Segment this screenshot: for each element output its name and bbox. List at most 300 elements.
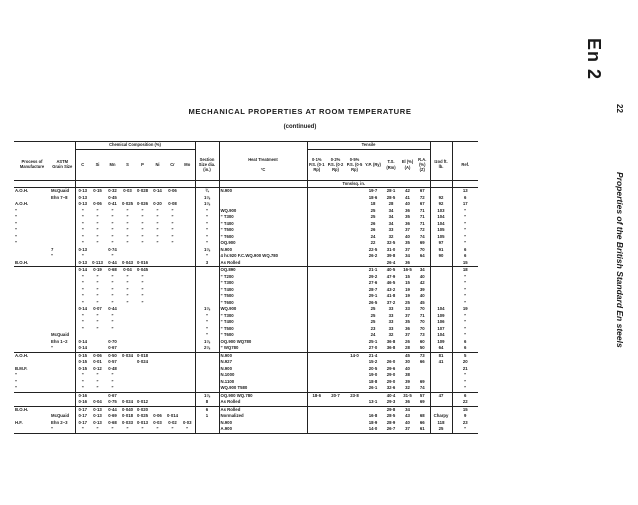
cell-yp: 26: [370, 220, 376, 226]
cell-ref: 21: [462, 365, 468, 371]
cell-izod: 97: [430, 240, 452, 247]
cell-ts: 29·0: [386, 378, 396, 384]
cell-ts: 29·6: [386, 365, 396, 371]
cell-si: ”: [90, 426, 105, 433]
cell-ps02: [326, 352, 345, 359]
cell-ref: 20: [462, 359, 468, 365]
cell-section: [195, 352, 219, 359]
cell-section: ”: [195, 313, 219, 320]
cell-heat-treatment: N.1000: [219, 372, 307, 379]
cell-ref: ”: [464, 378, 467, 384]
cell-mn: ”: [105, 426, 120, 433]
cell-el: 16·5: [400, 267, 415, 274]
cell-c: ”: [81, 319, 84, 325]
cell-ps01: [307, 260, 326, 267]
cell-ts: 33: [388, 319, 394, 325]
cell-section: ”: [195, 326, 219, 333]
cell-yp: 21·4: [364, 352, 382, 359]
cell-mo: [180, 406, 195, 413]
cell-ni: 0·14: [150, 188, 165, 195]
cell-p: 0·013: [137, 419, 148, 425]
cell-si: ”: [96, 325, 99, 331]
cell-mn: 0·44: [108, 306, 117, 312]
cell-s: 0·040: [122, 406, 133, 412]
cell-process: ”: [15, 385, 18, 391]
cell-mn: ”: [111, 378, 114, 384]
cell-process: ”: [15, 378, 18, 384]
cell-ref: ”: [464, 273, 467, 279]
cell-ts: 28: [388, 201, 394, 207]
cell-ra: 74: [415, 234, 430, 241]
cell-ts: 33: [388, 325, 394, 331]
cell-el: 37: [405, 227, 410, 233]
cell-heat-treatment: Normalized: [219, 413, 307, 420]
cell-izod: 81: [430, 352, 452, 359]
cell-yp: 21·1: [364, 267, 382, 274]
cell-si: 0·06: [93, 201, 102, 207]
cell-ni: ”: [156, 220, 159, 226]
cell-process: [14, 345, 50, 352]
cell-yp: 25: [370, 207, 376, 213]
cell-izod: 104: [430, 306, 452, 313]
cell-si: 0·07: [93, 306, 102, 312]
cell-s: ”: [120, 426, 135, 433]
cell-heat-treatment: ” T300: [219, 280, 307, 287]
cell-mo: [180, 385, 195, 392]
cell-astm: ”: [50, 426, 75, 433]
cell-yp: 25: [370, 312, 376, 318]
cell-mn: ”: [111, 280, 114, 286]
cell-mn: 0·68: [105, 267, 120, 274]
cell-ps01: [307, 188, 326, 195]
cell-si: [90, 392, 105, 399]
table-row: [14, 406, 478, 413]
cell-izod: 92: [430, 195, 452, 202]
col-c: C: [75, 149, 90, 180]
cell-p: 0·028: [137, 188, 148, 194]
cell-yp: 19·0: [368, 372, 378, 378]
cell-ref: 13: [452, 188, 478, 195]
cell-el: 15: [405, 273, 410, 279]
cell-astm: ”: [50, 253, 75, 260]
cell-ra: 66: [415, 359, 430, 366]
cell-heat-treatment: ” WQ780: [219, 345, 307, 352]
table-body: [14, 188, 478, 434]
cell-ra: 67: [415, 188, 430, 195]
cell-process: ”: [15, 240, 18, 246]
cell-ts: 46·5: [386, 280, 396, 286]
cell-p: ”: [141, 233, 144, 239]
cell-ps05: [345, 406, 364, 413]
cell-c: ”: [81, 293, 84, 299]
cell-ps02: [326, 260, 345, 267]
cell-p: ”: [135, 426, 150, 433]
cell-izod: 41: [430, 359, 452, 366]
col-ps01: 0·1% P.S. (0·1 Rp): [307, 149, 326, 180]
cell-process: B.M.F.: [15, 365, 28, 371]
cell-astm: [50, 399, 75, 406]
cell-cr: [165, 392, 180, 399]
cell-yp: [364, 260, 382, 267]
cell-mn: 0·44: [105, 406, 120, 413]
cell-c: ”: [81, 227, 84, 233]
cell-c: ”: [81, 325, 84, 331]
cell-el: 36: [405, 220, 410, 226]
cell-si: ”: [96, 227, 99, 233]
cell-ts: 31·0: [386, 246, 396, 252]
cell-ref: 22: [462, 399, 468, 405]
cell-heat-treatment: N.900: [219, 366, 307, 373]
cell-c: 0·15: [78, 359, 88, 365]
cell-ts: 29·0: [386, 372, 396, 378]
cell-process: ”: [15, 372, 18, 378]
cell-ts: 36·8: [386, 345, 396, 351]
cell-s: ”: [126, 207, 129, 213]
cell-c: ”: [81, 253, 84, 259]
cell-ts: 41·8: [386, 293, 396, 299]
cell-mn: ”: [111, 227, 114, 233]
cell-cr: [165, 260, 180, 267]
cell-p: [135, 345, 150, 352]
cell-mn: 0·45: [108, 194, 117, 200]
table-subtitle: (continued): [283, 124, 317, 130]
cell-ra: 50: [415, 345, 430, 352]
cell-p: ”: [141, 227, 144, 233]
col-section: Section Size dia. (in.): [195, 149, 219, 180]
cell-heat-treatment: ” T400: [219, 287, 307, 294]
cell-astm: McQuaid: [50, 332, 75, 339]
cell-mn: 0·48: [108, 365, 117, 371]
cell-izod: 109: [430, 339, 452, 346]
cell-ts: 34: [388, 214, 394, 220]
cell-ref: ”: [464, 227, 467, 233]
cell-izod: 118: [430, 420, 452, 427]
cell-yp: 18·8: [368, 378, 378, 384]
cell-el: 37: [400, 426, 415, 433]
cell-heat-treatment: N.900: [219, 247, 307, 254]
cell-section: ”: [195, 221, 219, 228]
cell-ts: [382, 352, 400, 359]
cell-el: 36: [405, 259, 410, 265]
cell-section: 1⅛: [195, 247, 219, 254]
cell-process: ”: [15, 227, 18, 233]
cell-el: 40: [405, 419, 410, 425]
cell-ref: ”: [464, 280, 467, 286]
cell-s: ”: [126, 227, 129, 233]
cell-si: ”: [96, 214, 99, 220]
cell-ts: 26·7: [382, 426, 400, 433]
col-ps05: 0·5% P.S. (0·5 Rp): [345, 149, 364, 180]
cell-ni: [150, 345, 165, 352]
table-row: [14, 188, 478, 195]
cell-ps01: 18·6: [307, 392, 326, 399]
cell-ps05: [345, 399, 364, 406]
cell-mn: ”: [111, 299, 114, 305]
cell-process: ”: [15, 214, 18, 220]
cell-ts: 34: [388, 207, 394, 213]
cell-izod: 25: [430, 426, 452, 433]
cell-heat-treatment: ” T500: [219, 227, 307, 234]
cell-mo: [180, 188, 195, 195]
cell-p: [135, 385, 150, 392]
cell-ni: 0·03: [153, 419, 162, 425]
cell-p: ”: [141, 273, 144, 279]
cell-yp: 26·1: [368, 385, 378, 391]
cell-c: 0·13: [78, 259, 88, 265]
table-row: [14, 345, 478, 352]
col-mo: Mo: [180, 149, 195, 180]
col-ra: R.A. (%) (Z): [415, 149, 430, 180]
cell-ps05: [345, 385, 364, 392]
cell-c: ”: [81, 273, 84, 279]
cell-yp: [364, 406, 382, 413]
cell-ts: 32: [388, 233, 394, 239]
cell-ra: 72: [415, 195, 430, 202]
table-row: [14, 426, 478, 433]
cell-ra: 70: [415, 306, 430, 313]
cell-mn: ”: [111, 214, 114, 220]
cell-yp: 28·7: [368, 286, 378, 292]
cell-yp: 25·1: [368, 338, 378, 344]
cell-mn: ”: [111, 220, 114, 226]
tensile-group-header: Tensile: [307, 142, 430, 150]
cell-ts: 33: [388, 312, 394, 318]
cell-mn: ”: [111, 253, 114, 259]
cell-ra: 34: [415, 267, 430, 274]
col-astm: ASTM Grain Size: [50, 149, 75, 180]
cell-mo: [180, 352, 195, 359]
cell-mn: ”: [111, 286, 114, 292]
cell-s: ”: [126, 286, 129, 292]
steel-code-heading: En 2: [584, 38, 604, 81]
cell-izod: [430, 406, 452, 413]
cell-astm: [50, 385, 75, 392]
cell-yp: 13·1: [368, 399, 378, 405]
cell-section: 1⅛: [195, 201, 219, 208]
cell-c: ”: [81, 233, 84, 239]
cell-izod: 64: [430, 345, 452, 352]
cell-ra: 40: [415, 274, 430, 281]
cell-astm: McQuaid: [50, 188, 75, 195]
cell-c: 0·13: [78, 194, 88, 200]
cell-mn: ”: [111, 240, 114, 246]
running-side-title: Properties of the British Standard En steels: [615, 172, 625, 348]
cell-izod: 103: [430, 208, 452, 215]
cell-yp: 16·8: [368, 413, 378, 419]
cell-ref: ”: [464, 214, 467, 220]
cell-ref: ”: [464, 233, 467, 239]
cell-el: 31·5: [400, 392, 415, 399]
cell-section: 1⅛: [195, 392, 219, 399]
cell-el: 39: [405, 378, 410, 384]
cell-ts: 33: [388, 227, 394, 233]
cell-ref: ”: [464, 299, 467, 305]
cell-heat-treatment: As Rolled: [219, 406, 307, 413]
cell-ra: 74: [415, 385, 430, 392]
cell-process: H.F.: [15, 419, 23, 425]
cell-ni: [150, 392, 165, 399]
cell-el: 38: [405, 372, 410, 378]
cell-section: ¾: [195, 188, 219, 195]
cell-mn: 0·70: [108, 338, 117, 344]
cell-ref: ”: [452, 426, 478, 433]
cell-process: [14, 426, 50, 433]
cell-section: 1⅛: [195, 195, 219, 202]
cell-el: 35: [405, 214, 410, 220]
cell-ra: 70: [415, 319, 430, 326]
cell-ra: 39: [415, 287, 430, 294]
cell-c: 0·16: [75, 392, 90, 399]
col-heat-treatment: [219, 149, 307, 180]
cell-si: 0·01: [93, 359, 102, 365]
cell-si: ”: [96, 220, 99, 226]
cell-heat-treatment: ” T400: [219, 319, 307, 326]
cell-izod: 105: [430, 227, 452, 234]
cell-process: ”: [15, 207, 18, 213]
cell-c: ”: [81, 240, 84, 246]
cell-heat-treatment: ” T600: [219, 300, 307, 307]
cell-el: 40: [405, 201, 410, 207]
cell-ts: 28·1: [382, 188, 400, 195]
cell-el: 19: [405, 286, 410, 292]
table-row: [14, 399, 478, 406]
cell-ref: ”: [464, 332, 467, 338]
cell-ts: 32·5: [386, 240, 396, 246]
cell-yp: 14·0: [364, 426, 382, 433]
cell-el: 36: [405, 399, 410, 405]
cell-s: [120, 392, 135, 399]
cell-izod: 107: [430, 326, 452, 333]
cell-ra: 71: [415, 313, 430, 320]
cell-section: ”: [195, 208, 219, 215]
cell-ref: 15: [462, 259, 468, 265]
cell-cr: [165, 345, 180, 352]
cell-si: [90, 345, 105, 352]
cell-mn: 0·74: [108, 246, 117, 252]
cell-ps05: [345, 426, 364, 433]
cell-el: 15: [405, 280, 410, 286]
cell-si: 0·15: [90, 188, 105, 195]
cell-el: 28: [405, 345, 410, 351]
cell-ref: 9: [464, 413, 467, 419]
cell-mn: ”: [111, 312, 114, 318]
cell-astm: 7: [50, 247, 75, 254]
cell-ps01: [307, 426, 326, 433]
cell-ref: ”: [464, 240, 467, 246]
cell-ref: 23: [462, 419, 468, 425]
cell-ts: 47·9: [386, 273, 396, 279]
cell-yp: 20·5: [368, 365, 378, 371]
cell-c: 0·17: [75, 406, 90, 413]
cell-yp: 18·9: [368, 419, 378, 425]
cell-si: ”: [96, 378, 99, 384]
cell-mn: 0·67: [105, 392, 120, 399]
cell-el: 40: [405, 365, 410, 371]
cell-ref: 15: [452, 406, 478, 413]
cell-si: ”: [96, 286, 99, 292]
cell-el: 45: [400, 352, 415, 359]
cell-c: ”: [81, 378, 84, 384]
cell-p: ”: [141, 286, 144, 292]
cell-c: 0·14: [78, 338, 88, 344]
cell-ref: 19: [462, 306, 468, 312]
cell-c: 0·14: [75, 267, 90, 274]
cell-ts: 26·4: [386, 259, 396, 265]
cell-izod: [430, 260, 452, 267]
cell-yp: [364, 392, 382, 399]
cell-s: 0·025: [122, 201, 133, 207]
cell-ref: 6: [464, 246, 467, 252]
cell-c: ”: [81, 220, 84, 226]
cell-si: ”: [96, 240, 99, 246]
cell-section: ”: [195, 240, 219, 247]
cell-ni: [150, 399, 165, 406]
cell-p: 0·024: [137, 359, 148, 365]
cell-ps05: [345, 345, 364, 352]
cell-heat-treatment: OQ.900 WQ780: [219, 339, 307, 346]
cell-ref: 6: [464, 253, 467, 259]
cell-astm: [50, 267, 75, 274]
cell-yp: 15·2: [368, 359, 378, 365]
cell-ts: 33: [388, 306, 394, 312]
cell-mn: 0·69: [108, 413, 117, 419]
cell-heat-treatment: OQ.890: [219, 267, 307, 274]
cell-heat-treatment: A.900: [219, 426, 307, 433]
cell-p: ”: [141, 214, 144, 220]
cell-si: 0·19: [90, 267, 105, 274]
cell-c: 0·15: [78, 365, 88, 371]
cell-astm: McQuaid: [50, 413, 75, 420]
cell-heat-treatment: ” T500: [219, 326, 307, 333]
tensile-unit-label: Tons/sq. in.: [307, 180, 400, 188]
cell-ni: ”: [150, 426, 165, 433]
cell-ra: 61: [415, 426, 430, 433]
cell-el: 42: [400, 188, 415, 195]
cell-ps05: 14·0: [345, 352, 364, 359]
cell-ref: ”: [464, 207, 467, 213]
cell-mo: [180, 392, 195, 399]
cell-ts: 40·5: [382, 267, 400, 274]
cell-izod: [430, 188, 452, 195]
cell-ni: 0·20: [153, 201, 162, 207]
cell-astm: [50, 260, 75, 267]
cell-izod: 47: [430, 392, 452, 399]
cell-s: ”: [126, 220, 129, 226]
cell-ra: 73: [415, 332, 430, 339]
cell-izod: 109: [430, 313, 452, 320]
cell-el: 41: [405, 194, 410, 200]
cell-mn: ”: [111, 372, 114, 378]
cell-p: 0·045: [137, 267, 148, 273]
cell-s: 0·04: [120, 267, 135, 274]
cell-cr: ”: [171, 240, 174, 246]
cell-el: 36: [405, 207, 410, 213]
col-ps02: 0·2% P.S. (0·2 Rp): [326, 149, 345, 180]
cell-p: 0·016: [137, 259, 148, 265]
cell-ra: 71: [415, 221, 430, 228]
col-ni: Ni: [150, 149, 165, 180]
col-ref: Ref.: [452, 149, 478, 180]
cell-heat-treatment: ” T300: [219, 214, 307, 221]
cell-cr: [165, 267, 180, 274]
cell-astm: [50, 352, 75, 359]
cell-ni: ”: [156, 240, 159, 246]
cell-cr: [165, 352, 180, 359]
cell-si: ”: [96, 233, 99, 239]
cell-heat-treatment: 4 hr.920 F.C.WQ.900 WQ.780: [219, 253, 307, 260]
cell-izod: [430, 267, 452, 274]
cell-c: ”: [81, 299, 84, 305]
